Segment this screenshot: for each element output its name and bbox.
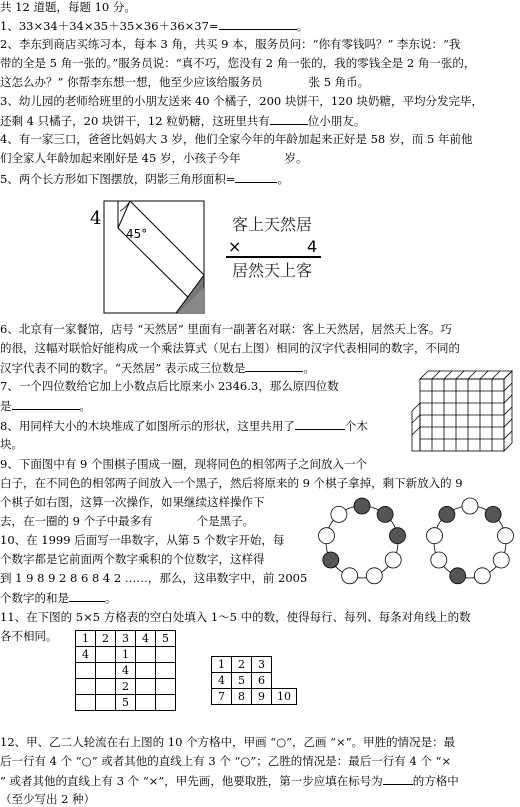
white-stone bbox=[427, 528, 443, 544]
q7-line1: 7、一个四位数给它加上小数点后比原来小 2346.3，那么原四位数 bbox=[0, 379, 339, 393]
grid-cell[interactable] bbox=[96, 647, 116, 663]
q2-answer-blank[interactable] bbox=[263, 76, 309, 86]
q8-answer-blank[interactable] bbox=[295, 419, 345, 430]
q5-end: 。 bbox=[277, 172, 289, 186]
question-9-line4 bbox=[0, 515, 254, 528]
couplet-mult-sign: × bbox=[228, 237, 242, 256]
white-stone bbox=[342, 568, 358, 584]
grid-cell[interactable] bbox=[76, 695, 96, 711]
q2-line3b: 张 5 角币。 bbox=[308, 75, 370, 89]
white-stone bbox=[462, 498, 478, 514]
couplet-bottom: 居然天上客 bbox=[232, 261, 313, 280]
five-by-five-grid bbox=[75, 630, 176, 711]
q9-line4b: 个是黑子。 bbox=[196, 514, 255, 528]
q11-line2: 各不相同。 bbox=[0, 629, 58, 643]
q5-answer-blank[interactable] bbox=[235, 172, 277, 183]
small-grid-cell[interactable]: 7 bbox=[212, 689, 232, 705]
black-stone bbox=[439, 506, 455, 522]
black-stone bbox=[390, 528, 406, 544]
q10-line2: 个数字都是它前面两个数字乘积的个位数字，这样得 bbox=[0, 552, 265, 566]
question-4-line2 bbox=[0, 152, 307, 165]
small-grid-cell[interactable]: 6 bbox=[252, 673, 272, 689]
grid-row bbox=[76, 695, 176, 711]
q12-answer-blank[interactable] bbox=[383, 774, 413, 785]
grid-row bbox=[76, 631, 176, 647]
q3-line2b: 位小朋友。 bbox=[307, 114, 366, 128]
small-grid-cell[interactable]: 2 bbox=[232, 657, 252, 673]
header: 共 12 道题，每题 10 分。 bbox=[0, 0, 136, 14]
q9-line1: 9、下面图中有 9 个围棋子围成一圈，现将同色的相邻两子之间放入一个 bbox=[0, 457, 367, 471]
small-grid-cell[interactable]: 3 bbox=[252, 657, 272, 673]
cube-stack-figure bbox=[408, 367, 518, 453]
white-stone bbox=[498, 528, 514, 544]
grid-cell[interactable] bbox=[136, 679, 156, 695]
grid-cell[interactable]: 4 bbox=[116, 663, 136, 679]
white-stone bbox=[366, 568, 382, 584]
grid-cell[interactable] bbox=[156, 647, 176, 663]
grid-cell[interactable]: 4 bbox=[76, 647, 96, 663]
grid-row bbox=[76, 647, 176, 663]
label-angle-45: 45° bbox=[126, 227, 148, 241]
question-6-line3 bbox=[0, 361, 315, 375]
white-stone bbox=[331, 506, 347, 522]
q10-line1: 10、在 1999 后面写一串数字，从第 5 个数字开始，每 bbox=[0, 533, 285, 547]
q1-answer-blank[interactable] bbox=[219, 19, 297, 30]
black-stone bbox=[377, 506, 393, 522]
q11-line1: 11、在下图的 5×5 方格表的空白处填入 1～5 中的数，使得每行、每列、每条对角线上的数 bbox=[0, 610, 471, 624]
grid-cell[interactable] bbox=[76, 663, 96, 679]
grid-cell[interactable] bbox=[76, 679, 96, 695]
q6-line1: 6、北京有一家餐馆，店号 “天然居” 里面有一副著名对联：客上天然居，居然天上客。巧 bbox=[0, 322, 452, 336]
grid-cell[interactable]: 3 bbox=[116, 631, 136, 647]
small-grid-cell[interactable]: 10 bbox=[272, 689, 297, 705]
grid-row bbox=[76, 663, 176, 679]
q10-answer-blank[interactable] bbox=[69, 591, 105, 602]
q2-line2: 带的全是 5 角一张的。”服务员说：“真不巧，您没有 2 角一张的，我的零钱全是 2 角一张的， bbox=[0, 56, 476, 70]
grid-cell[interactable] bbox=[136, 663, 156, 679]
couplet-factor: 4 bbox=[307, 237, 318, 256]
ten-square-grid bbox=[211, 656, 297, 705]
q7-line2b: 。 bbox=[79, 399, 91, 413]
small-grid-cell[interactable]: 5 bbox=[232, 673, 252, 689]
q8-line1a: 8、用同样大小的木块堆成了如图所示的形状，这里共用了 bbox=[0, 419, 295, 433]
q4-line1: 4、有一家三口，爸爸比妈妈大 3 岁，他们全家今年的年龄加起来正好是 58 岁，而 5 年前他 bbox=[0, 132, 473, 146]
couplet-top: 客上天然居 bbox=[232, 215, 313, 234]
small-grid-cell[interactable]: 1 bbox=[212, 657, 232, 673]
q3-answer-blank[interactable] bbox=[270, 114, 308, 125]
grid-cell[interactable] bbox=[136, 695, 156, 711]
q8-line2: 块。 bbox=[0, 437, 23, 451]
q6-line3a: 汉字代表不同的数字。“天然居” 表示成三位数是 bbox=[0, 361, 246, 375]
small-grid-cell[interactable]: 8 bbox=[232, 689, 252, 705]
q2-line1: 2、李东到商店买练习本，每本 3 角，共买 9 本，服务员问：“你有零钱吗？” 李东说：“我 bbox=[0, 37, 461, 51]
question-8-line1 bbox=[0, 419, 368, 433]
small-grid-cell[interactable]: 4 bbox=[212, 673, 232, 689]
two-rectangles-figure bbox=[86, 198, 210, 318]
grid-row bbox=[76, 679, 176, 695]
black-stone bbox=[323, 552, 339, 568]
q12-line4: （至少写出 2 种） bbox=[0, 792, 96, 806]
grid-cell[interactable] bbox=[136, 647, 156, 663]
grid-cell[interactable]: 4 bbox=[136, 631, 156, 647]
label-side-4: 4 bbox=[90, 208, 102, 229]
q6-line3b: 。 bbox=[303, 361, 315, 375]
q12-line3a: ” 或者其他的直线上有 3 个 “×”，甲先画，他要取胜，第一步应填在标号为 bbox=[0, 774, 383, 788]
white-stone bbox=[385, 552, 401, 568]
q12-line3b: 的方格中 bbox=[412, 774, 459, 788]
q7-line2a: 是 bbox=[0, 399, 12, 413]
question-7-line2 bbox=[0, 399, 91, 413]
white-stone bbox=[431, 552, 447, 568]
q9-answer-blank[interactable] bbox=[153, 515, 197, 525]
q4-answer-blank[interactable] bbox=[240, 152, 284, 162]
question-2-line3 bbox=[0, 76, 369, 89]
q9-line4a: 去，在一圈的 9 个子中最多有 bbox=[0, 514, 153, 528]
go-stones-figure bbox=[314, 492, 520, 592]
grid-cell[interactable] bbox=[96, 695, 116, 711]
black-stone bbox=[485, 506, 501, 522]
white-stone bbox=[474, 568, 490, 584]
q8-line1b: 个木 bbox=[344, 419, 368, 433]
black-stone bbox=[450, 568, 466, 584]
grid-cell[interactable]: 1 bbox=[116, 647, 136, 663]
q2-line3a: 这怎么办？” 你帮李东想一想，他至少应该给服务员 bbox=[0, 75, 263, 89]
question-10-line4 bbox=[0, 591, 117, 605]
q4-line2b: 岁。 bbox=[284, 151, 308, 165]
white-stone bbox=[319, 528, 335, 544]
grid-cell[interactable] bbox=[156, 663, 176, 679]
q10-line4a: 个数字的和是 bbox=[0, 591, 69, 605]
small-grid-cell[interactable]: 9 bbox=[252, 689, 272, 705]
q7-answer-blank[interactable] bbox=[12, 399, 80, 410]
q9-line2: 白子，在不同色的相邻两子间放入一个黑子，然后将原来的 9 个棋子拿掉，剩下新放入的 9 bbox=[0, 476, 463, 490]
q9-line3: 个棋子如右图，这算一次操作，如果继续这样操作下 bbox=[0, 495, 265, 509]
question-1 bbox=[0, 19, 308, 33]
q10-line4b: 。 bbox=[105, 591, 117, 605]
q10-line3: 到 1 9 8 9 2 8 6 8 4 2 ……，那么，这串数字中，前 2005 bbox=[0, 571, 308, 585]
grid-cell[interactable]: 2 bbox=[96, 631, 116, 647]
q6-line2: 的很，这幅对联恰好能构成一个乘法算式（见右上图）相同的汉字代表相同的数字，不同的 bbox=[0, 341, 460, 355]
grid-cell[interactable] bbox=[156, 679, 176, 695]
question-3-line2 bbox=[0, 114, 365, 128]
q12-line2: 后一行有 4 个 “○” 或者其他的直线上有 3 个 “○”；乙胜的情况是：最后一行有 4 个 “× bbox=[0, 754, 452, 768]
question-5 bbox=[0, 172, 289, 186]
q12-line1: 12、甲、乙二人轮流在右上图的 10 个方格中，甲画 “○”，乙画 “×”。甲胜的情况是：最 bbox=[0, 735, 456, 749]
grid-cell[interactable] bbox=[156, 695, 176, 711]
white-stone bbox=[493, 552, 509, 568]
q1-text: 1、33×34＋34×35＋35×36＋36×37= bbox=[0, 19, 219, 33]
grid-cell[interactable]: 5 bbox=[156, 631, 176, 647]
q1-end: 。 bbox=[296, 19, 309, 33]
question-12-line3 bbox=[0, 774, 459, 788]
grid-cell[interactable]: 1 bbox=[76, 631, 96, 647]
grid-cell[interactable] bbox=[96, 663, 116, 679]
black-stone bbox=[354, 498, 370, 514]
couplet-rule bbox=[226, 256, 321, 258]
q5-text: 5、两个长方形如下图摆放，阴影三角形面积= bbox=[0, 172, 236, 186]
q3-line2a: 还剩 4 只橘子，20 块饼干，12 粒奶糖，这班里共有 bbox=[0, 114, 270, 128]
q3-line1: 3、幼儿园的老师给班里的小朋友送来 40 个橘子，200 块饼干，120 块奶糖，平均分发完毕， bbox=[0, 94, 483, 108]
grid-cell[interactable] bbox=[96, 679, 116, 695]
grid-cell[interactable]: 5 bbox=[116, 695, 136, 711]
grid-cell[interactable]: 2 bbox=[116, 679, 136, 695]
q4-line2a: 们全家人年龄加起来刚好是 45 岁，小孩子今年 bbox=[0, 151, 241, 165]
q6-answer-blank[interactable] bbox=[245, 361, 303, 372]
